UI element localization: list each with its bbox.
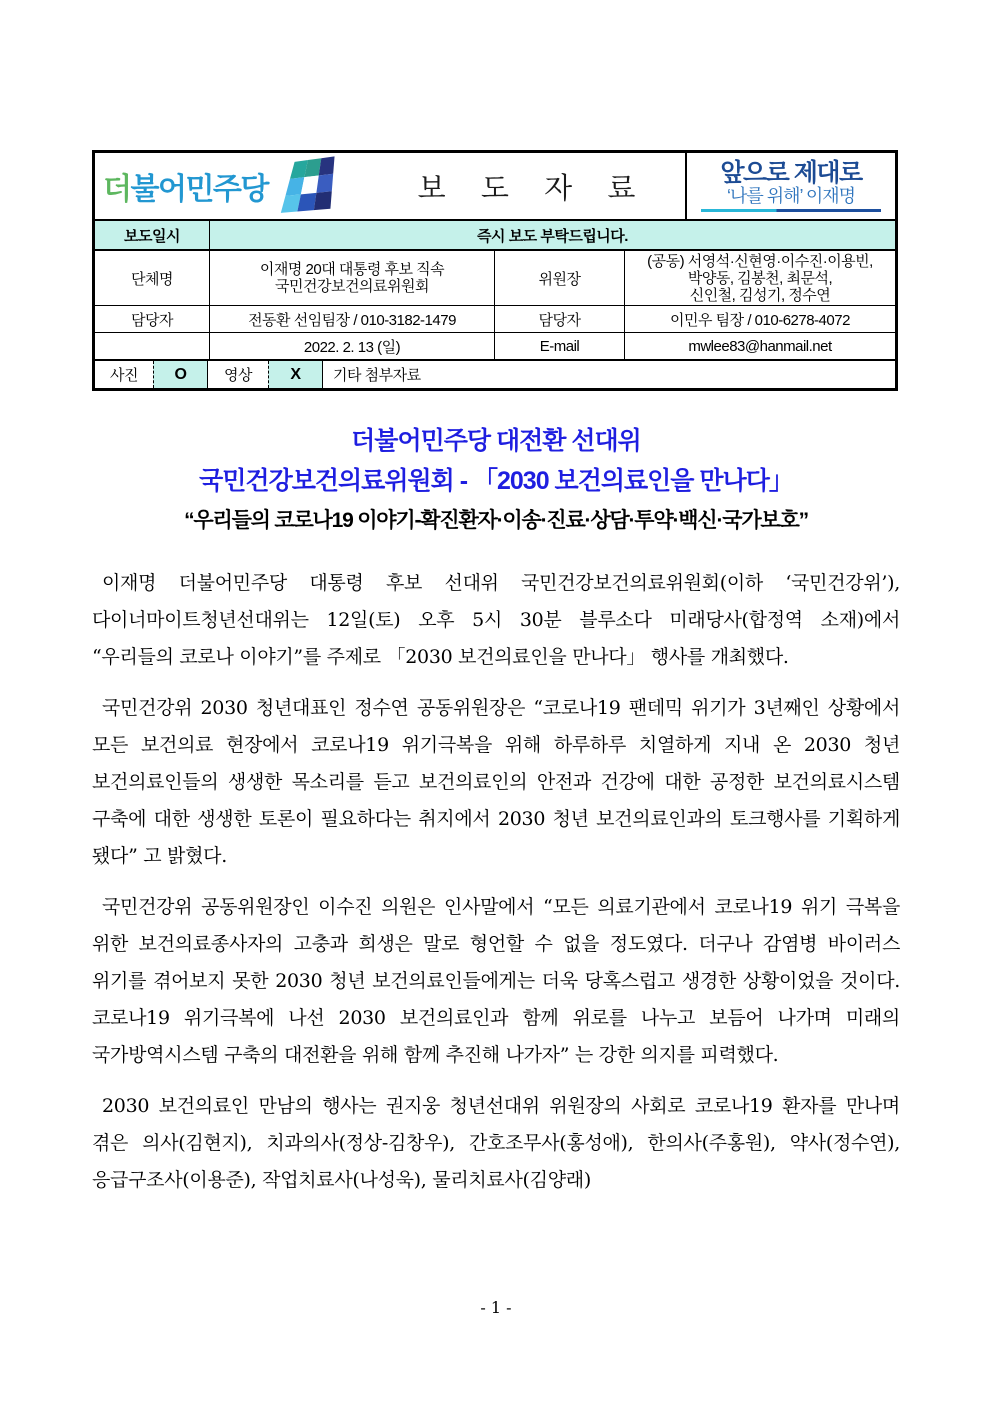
contact-value-2: 이민우 팀장 / 010-6278-4072 [624,306,895,332]
chair-value [624,251,895,305]
release-label: 보도일시 [95,221,209,249]
campaign-slogan-box [685,153,895,219]
chair-value-line2: 박양동, 김봉천, 최문석, [687,269,833,287]
headline-line2: 국민건강보건의료위원회 - 「2030 보건의료인을 만나다」 [199,467,793,495]
page-number: - 1 - [480,1298,512,1317]
photo-value: O [153,361,207,388]
video-label: 영상 [207,361,268,388]
party-flag-icon [270,155,344,217]
slogan-line1: 앞으로 제대로 [720,159,862,187]
party-logo [95,153,371,219]
email-label: E-mail [494,333,624,359]
contact-label-1: 담당자 [131,311,173,329]
date-value: 2022. 2. 13 (일) [209,333,494,359]
org-value-line1: 이재명 20대 대통령 후보 직속 [259,261,445,278]
document-header-block [92,150,898,391]
paragraph-4: 2030 보건의료인 만남의 행사는 권지웅 청년선대위 위원장의 사회로 코로나19 환자를 만나며 겪은 의사(김현지), 치과의사(정상-김창우), 간호조무사(홍성애), 한의사(주홍원), 약사(정수연), 응급구조사(이용준), 작업치료사(나성욱), 물리치료사(김양래) [92,1095,900,1191]
org-value [209,251,494,305]
table-row-contact [95,305,895,332]
paragraph-1: 이재명 더불어민주당 대통령 후보 선대위 국민건강보건의료위원회(이하 ‘국민건강위’), 다이너마이트청년선대위는 12일(토) 오후 5시 30분 블루소다 미래당사(합정역 소재)에서 “우리들의 코로나 이야기”를 주제로 「2030 보건의료인을 만나다」 행사를 개최했다. [92,572,900,668]
slogan-underline [701,209,881,212]
party-logo-first-char: 더 [103,173,131,206]
doc-type-title: 보 도 자 료 [417,170,649,205]
org-value-line2: 국민건강보건의료위원회 [275,278,429,295]
chair-label: 위원장 [494,251,624,305]
headline-line1: 더불어민주당 대전환 선대위 [351,427,641,455]
email-value: mwlee83@hanmail.net [624,333,895,359]
etc-attachment-label: 기타 첨부자료 [322,361,895,388]
headline-block [0,421,992,541]
table-row-media [95,359,895,388]
table-row-release [95,219,895,249]
chair-value-line3: 신인철, 김성기, 정수연 [689,286,831,304]
chair-value-line1: (공동) 서영석·신현영·이수진·이용빈, [647,252,873,270]
article-body [92,565,900,1199]
org-label: 단체명 [131,270,173,288]
contact-value-1: 전동환 선임팀장 / 010-3182-1479 [209,306,494,332]
video-value: X [268,361,322,388]
party-logo-text [103,164,268,208]
paragraph-3: 국민건강위 공동위원장인 이수진 의원은 인사말에서 “모든 의료기관에서 코로나19 위기 극복을 위한 보건의료종사자의 고충과 희생은 말로 형언할 수 없을 정도였다. 더구나 감염병 바이러스 위기를 겪어보지 못한 2030 청년 보건의료인들에게는 더욱 당혹스럽고 생경한 상황이었을 것이다. 코로나19 위기극복에 나선 2030 보건의료인과 함께 위로를 나누고 보듬어 나가며 미래의 국가방역시스템 구축의 대전환을 위해 함께 추진해 나가자” 는 강한 의지를 피력했다. [92,896,900,1066]
table-row-date-email [95,332,895,359]
banner-row [95,153,895,219]
date-label [95,333,209,359]
photo-label: 사진 [110,367,138,384]
party-logo-rest: 불어민주당 [130,173,268,206]
table-row-organization [95,249,895,305]
release-value: 즉시 보도 부탁드립니다. [209,221,895,249]
paragraph-2: 국민건강위 2030 청년대표인 정수연 공동위원장은 “코로나19 팬데믹 위기가 3년째인 상황에서 모든 보건의료 현장에서 코로나19 위기극복을 위해 하루하루 치열하게 지내 온 2030 청년 보건의료인들의 생생한 목소리를 듣고 보건의료인의 안전과 건강에 대한 공정한 보건의료시스템 구축에 대한 생생한 토론이 필요하다는 취지에서 2030 청년 보건의료인과의 토크행사를 기획하게 됐다” 고 밝혔다. [92,697,900,867]
headline-subtitle: “우리들의 코로나19 이야기-확진환자·이송·진료·상담·투약·백신·국가보호” [184,509,808,532]
contact-label-2: 담당자 [494,306,624,332]
slogan-line2: ‘나를 위해’ 이재명 [726,186,856,206]
